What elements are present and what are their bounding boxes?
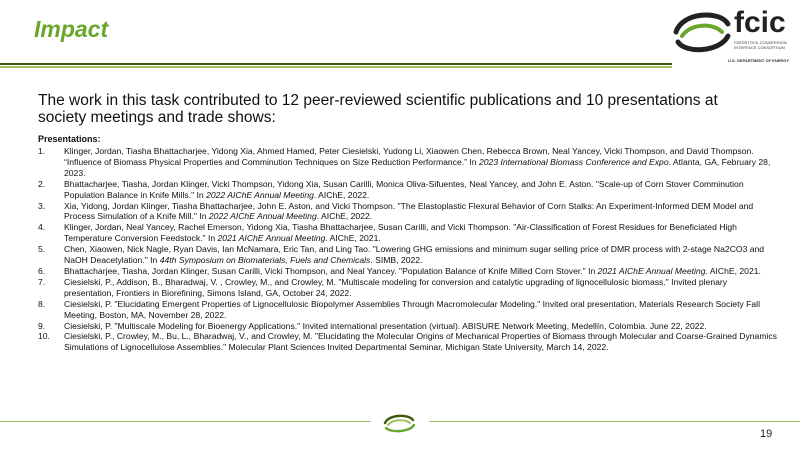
presentation-tail: . AIChE, 2022. <box>313 189 370 200</box>
presentation-tail: . AIChE, 2021. <box>325 233 381 244</box>
presentation-citation: Ciesielski, P., Addison, B., Bharadwaj, V. , Crowley, M., and Crowley, M. "Multiscale modeling for conversion and catalytic upgrading of lignocellulosic biomass." Invited plenary presentation, Frontiers in Biorefining, Simons Island, GA, October 24, 2022. <box>64 276 728 298</box>
logo-agency: U.S. DEPARTMENT OF ENERGY <box>728 58 790 63</box>
presentation-item <box>38 331 778 353</box>
presentation-item <box>38 201 778 223</box>
footer-logo <box>371 411 429 435</box>
presentation-item <box>38 299 778 321</box>
presentation-citation: Xia, Yidong, Jordan Klinger, Tiasha Bhattacharjee, John E. Aston, and Vicki Thompson. "The Elastoplastic Flexural Behavior of Corn Stalks: An Experiment-Informed DEM Model and Process Simulation of a Knife Mill." In <box>64 200 754 222</box>
presentation-number: 7. <box>38 276 46 287</box>
presentation-citation: Chen, Xiaowen, Nick Nagle, Ryan Davis, Ian McNamara, Eric Tan, and Ling Tao. "Lowering GHG emissions and minimum sugar selling price of DMR process with 2-stage Na2CO3 and NaOH Deacetylation." In <box>64 244 765 266</box>
presentation-citation: Bhattacharjee, Tiasha, Jordan Klinger, Susan Carilli, Vicki Thompson, and Neal Yancey. "Population Balance of Knife Milled Corn Stover." In <box>64 265 598 276</box>
presentation-number: 9. <box>38 320 46 331</box>
presentation-number: 3. <box>38 200 46 211</box>
presentation-venue: 2021 AIChE Annual Meeting <box>217 233 326 244</box>
presentation-citation: Ciesielski, P. "Elucidating Emergent Properties of Lignocellulosic Biopolymer Assemblies Through Macromolecular Modeling." Invited oral presentation, Materials Research Society Fall Meeting, Boston, MA, November 28, 2022. <box>64 298 760 320</box>
presentation-citation: Bhattacharjee, Tiasha, Jordan Klinger, Vicki Thompson, Yidong Xia, Susan Carilli, Monica Oliva-Sifuentes, Neal Yancey, and John E. Aston. "Scale-up of Corn Stover Comminution Population Balance in Knife Mills." In <box>64 178 744 200</box>
presentation-venue: 2021 AIChE Annual Meeting <box>597 265 706 276</box>
presentation-number: 6. <box>38 265 46 276</box>
presentation-item <box>38 222 778 244</box>
fcic-logo <box>672 6 794 68</box>
page-number: 19 <box>760 428 773 440</box>
presentation-number: 8. <box>38 298 46 309</box>
intro-text: The work in this task contributed to 12 peer-reviewed scientific publications and 10 presentations at society meetings and trade shows: <box>38 92 718 126</box>
header-rule-light <box>0 66 672 68</box>
presentation-item <box>38 266 778 277</box>
presentation-item <box>38 179 778 201</box>
presentation-number: 2. <box>38 178 46 189</box>
presentation-number: 10. <box>38 331 50 342</box>
presentation-citation: Klinger, Jordan, Neal Yancey, Rachel Emerson, Yidong Xia, Tiasha Bhattacharjee, Susan Carilli, and Vicki Thompson. "Air-Classification of Forest Residues for Beneficiated High Temperature Conversion Feedstock." In <box>64 222 737 244</box>
presentation-venue: 2022 AIChE Annual Meeting <box>208 211 317 222</box>
slide-title: Impact <box>34 16 109 42</box>
presentation-number: 4. <box>38 222 46 233</box>
presentation-item <box>38 277 778 299</box>
presentation-venue: 2023 International Biomass Conference and Expo <box>478 156 669 167</box>
presentation-tail: . AIChE, 2022. <box>316 211 373 222</box>
presentation-number: 5. <box>38 244 46 255</box>
presentations-heading: Presentations: <box>38 134 101 144</box>
presentation-tail: . Atlanta, GA, February 28, 2023. <box>64 156 771 178</box>
header-rule-dark <box>0 63 672 65</box>
presentations-list <box>38 146 778 353</box>
presentation-tail: . AIChE, 2021. <box>705 265 761 276</box>
presentation-item <box>38 321 778 332</box>
presentation-number: 1. <box>38 146 46 156</box>
presentation-citation: Ciesielski, P. "Multiscale Modeling for Bioenergy Applications." Invited international presentation (virtual). ABISURE Network Meeting, Medellín, Colombia. June 22, 2022. <box>64 320 707 331</box>
logo-subtitle: FEEDSTOCK-CONVERSION INTERFACE CONSORTIUM <box>734 40 787 50</box>
logo-wordmark: fcic <box>734 6 786 39</box>
presentation-tail: . SIMB, 2022. <box>370 255 423 266</box>
presentation-citation: Klinger, Jordan, Tiasha Bhattacharjee, Yidong Xia, Ahmed Hamed, Peter Ciesielski, Yudong Li, Xiaowen Chen, Rebecca Brown, Neal Yancey, Vicki Thompson, and David Thompson. “Influence of Biomass Physical Properties and Comminution Techniques on Size Reduction Performance.” In <box>64 146 754 167</box>
presentation-item <box>38 146 778 179</box>
presentation-venue: 2022 AIChE Annual Meeting <box>206 189 314 200</box>
presentation-venue: 44th Symposium on Biomaterials, Fuels and Chemicals <box>159 255 371 266</box>
presentation-item <box>38 244 778 266</box>
fcic-swirl-small-icon <box>371 411 429 435</box>
presentation-citation: Ciesielski, P., Crowley, M., Bu, L., Bharadwaj, V., and Crowley, M. "Elucidating the Molecular Origins of Mechanical Properties of Biomass through Molecular and Coarse-Grained Dynamics Simulations of Lignocellulose Assemblies." Molecular Plant Sciences Invited Departmental Seminar, Michigan State University, March 14, 2022. <box>64 331 777 353</box>
fcic-swirl-icon <box>672 6 732 58</box>
